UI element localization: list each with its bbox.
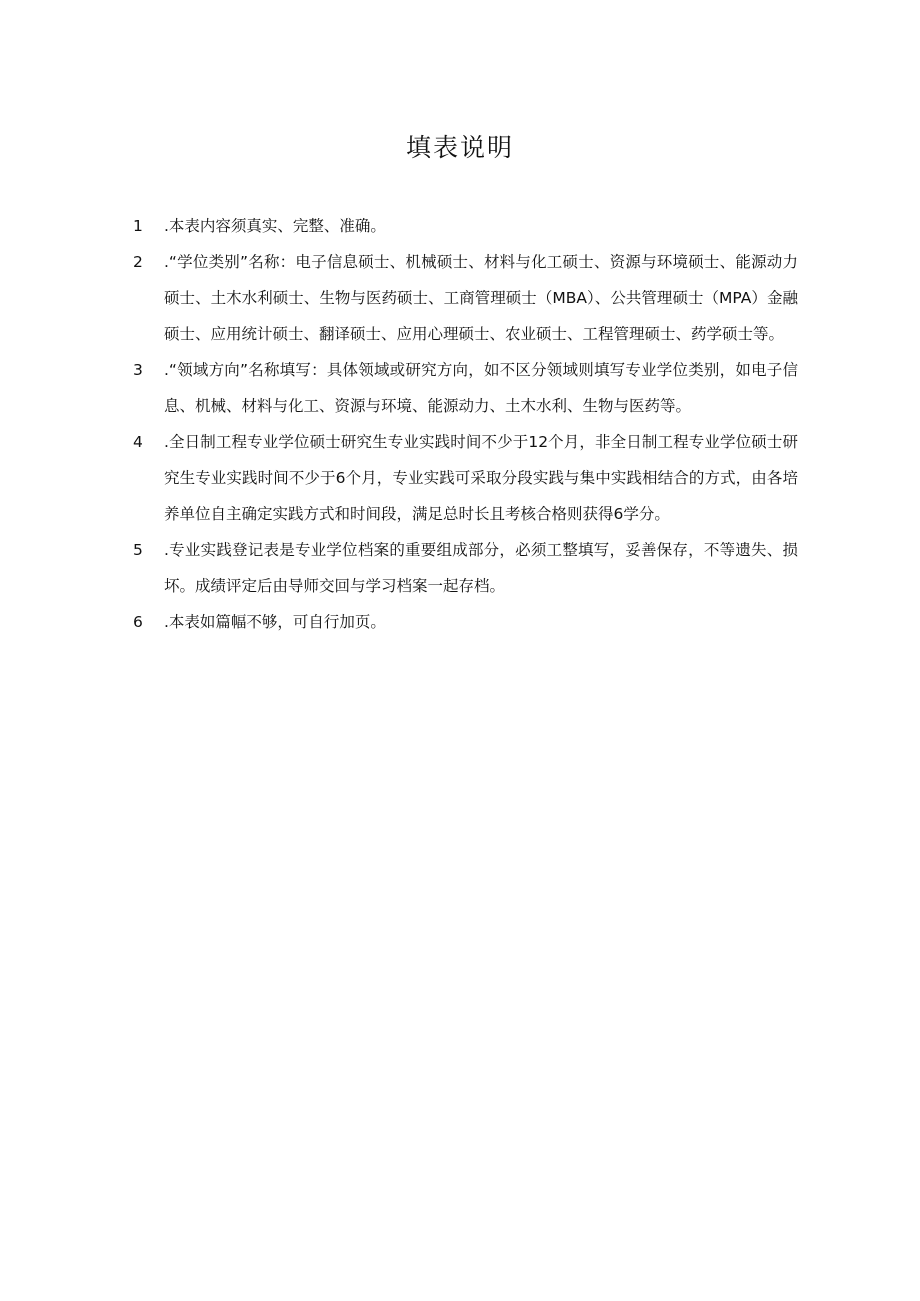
instruction-number: 5 [133, 541, 143, 559]
instruction-number: 4 [133, 433, 143, 451]
instruction-text: .“领域方向”名称填写：具体领域或研究方向，如不区分领域则填写专业学位类别，如电子信息、机械、材料与化工、资源与环境、能源动力、土木水利、生物与医药等。 [164, 361, 798, 415]
instruction-number: 3 [133, 361, 143, 379]
instruction-text: .本表如篇幅不够，可自行加页。 [164, 613, 386, 631]
page-title: 填表说明 [405, 133, 514, 162]
instruction-item-6 [133, 604, 798, 640]
instruction-number: 1 [133, 217, 143, 235]
instruction-number: 2 [133, 253, 143, 271]
instruction-text: .全日制工程专业学位硕士研究生专业实践时间不少于12个月，非全日制工程专业学位硕士研究生专业实践时间不少于6个月，专业实践可采取分段实践与集中实践相结合的方式，由各培养单位自主确定实践方式和时间段，满足总时长且考核合格则获得6学分。 [164, 433, 798, 523]
instruction-item-3 [133, 352, 798, 424]
instruction-text: .本表内容须真实、完整、准确。 [164, 217, 386, 235]
instruction-item-5 [133, 532, 798, 604]
instruction-item-2 [133, 244, 798, 352]
instruction-item-4 [133, 424, 798, 532]
instruction-number: 6 [133, 613, 143, 631]
instruction-text: .“学位类别”名称：电子信息硕士、机械硕士、材料与化工硕士、资源与环境硕士、能源动力硕士、土木水利硕士、生物与医药硕士、工商管理硕士（MBA）、公共管理硕士（MPA）金融硕士、应用统计硕士、翻译硕士、应用心理硕士、农业硕士、工程管理硕士、药学硕士等。 [164, 253, 798, 343]
instruction-text: .专业实践登记表是专业学位档案的重要组成部分，必须工整填写，妥善保存，不等遗失、损坏。成绩评定后由导师交回与学习档案一起存档。 [164, 541, 798, 595]
instruction-list [133, 208, 798, 640]
instruction-item-1 [133, 208, 798, 244]
